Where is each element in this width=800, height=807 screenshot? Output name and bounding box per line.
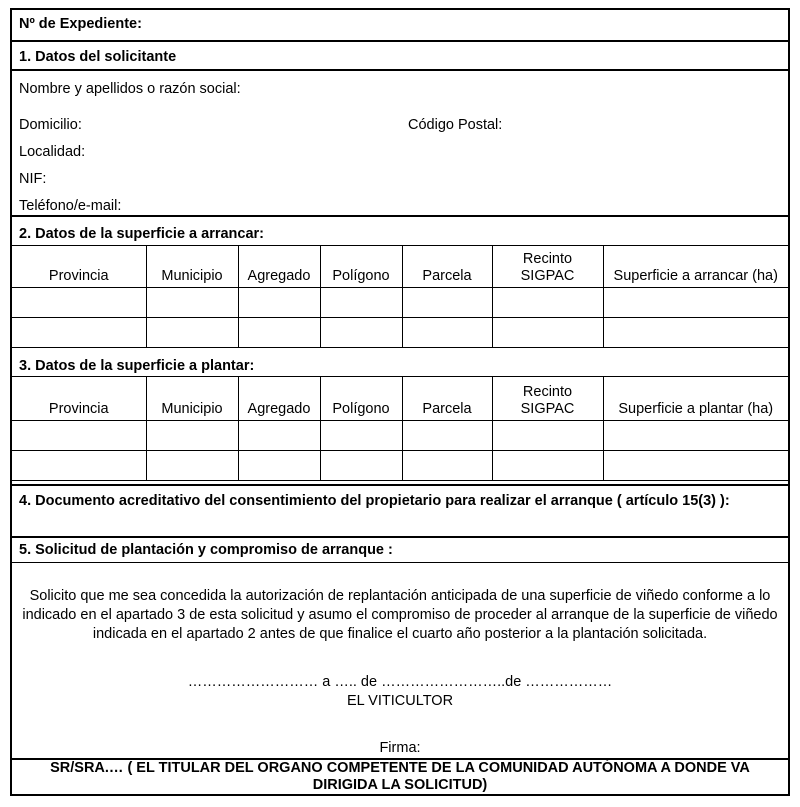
table-cell[interactable] xyxy=(492,421,603,451)
table-cell[interactable] xyxy=(492,451,603,481)
table-cell[interactable] xyxy=(238,421,320,451)
header-poligono: Polígono xyxy=(320,246,402,288)
section5-title: 5. Solicitud de plantación y compromiso de arranque : xyxy=(19,542,393,558)
table-cell[interactable] xyxy=(320,288,402,318)
header-provincia: Provincia xyxy=(12,377,146,421)
table-cell[interactable] xyxy=(402,451,492,481)
header-poligono: Polígono xyxy=(320,377,402,421)
header-recinto-sigpac: Recinto SIGPAC xyxy=(492,377,603,421)
expediente-label: Nº de Expediente: xyxy=(19,16,142,32)
table-cell[interactable] xyxy=(402,421,492,451)
header-superficie: Superficie a plantar (ha) xyxy=(603,377,788,421)
telefono-label: Teléfono/e-mail: xyxy=(19,198,122,214)
table-cell[interactable] xyxy=(603,288,788,318)
table-cell[interactable] xyxy=(146,318,238,348)
codigo-postal-label: Código Postal: xyxy=(408,117,503,133)
section1-title: 1. Datos del solicitante xyxy=(19,49,177,65)
header-recinto-sigpac: Recinto SIGPAC xyxy=(492,246,603,288)
table-cell[interactable] xyxy=(238,451,320,481)
table-cell[interactable] xyxy=(320,318,402,348)
header-parcela: Parcela xyxy=(402,377,492,421)
divider xyxy=(12,69,788,71)
table-cell[interactable] xyxy=(402,318,492,348)
signer-label: EL VITICULTOR xyxy=(346,693,454,709)
header-municipio: Municipio xyxy=(146,377,238,421)
table-cell[interactable] xyxy=(146,288,238,318)
table-cell[interactable] xyxy=(603,451,788,481)
localidad-label: Localidad: xyxy=(19,144,86,160)
table-row xyxy=(12,318,788,348)
table-row xyxy=(12,288,788,318)
header-agregado: Agregado xyxy=(238,377,320,421)
header-superficie: Superficie a arrancar (ha) xyxy=(603,246,788,288)
table-cell[interactable] xyxy=(320,451,402,481)
table-cell[interactable] xyxy=(402,288,492,318)
divider xyxy=(12,484,788,486)
section4-title: 4. Documento acreditativo del consentimiento del propietario para realizar el arranque ( artículo 15(3) ): xyxy=(19,493,730,509)
date-line: ……………………… a ….. de ……………………..de ……………… xyxy=(187,674,613,690)
firma-label: Firma: xyxy=(379,740,421,756)
domicilio-label: Domicilio: xyxy=(19,117,82,133)
table-cell[interactable] xyxy=(492,318,603,348)
table-cell[interactable] xyxy=(12,421,146,451)
table-cell[interactable] xyxy=(238,318,320,348)
table-header-row xyxy=(12,246,788,288)
divider xyxy=(12,562,788,563)
divider xyxy=(12,347,788,348)
table-cell[interactable] xyxy=(146,421,238,451)
table-cell[interactable] xyxy=(146,451,238,481)
arrancar-table xyxy=(12,245,788,348)
divider xyxy=(12,40,788,42)
table-cell[interactable] xyxy=(492,288,603,318)
header-agregado: Agregado xyxy=(238,246,320,288)
application-form xyxy=(10,8,790,796)
footer-addressee: SR/SRA.… ( EL TITULAR DEL ORGANO COMPETENTE DE LA COMUNIDAD AUTÓNOMA A DONDE VA DIRIGIDA LA SOLICITUD) xyxy=(50,760,750,793)
table-header-row xyxy=(12,377,788,421)
header-parcela: Parcela xyxy=(402,246,492,288)
table-cell[interactable] xyxy=(12,318,146,348)
table-row xyxy=(12,421,788,451)
table-cell[interactable] xyxy=(12,288,146,318)
section3-title: 3. Datos de la superficie a plantar: xyxy=(19,358,255,374)
divider xyxy=(12,215,788,217)
table-cell[interactable] xyxy=(320,421,402,451)
nombre-label: Nombre y apellidos o razón social: xyxy=(19,81,241,97)
table-cell[interactable] xyxy=(238,288,320,318)
divider xyxy=(12,536,788,538)
header-municipio: Municipio xyxy=(146,246,238,288)
table-cell[interactable] xyxy=(603,318,788,348)
plantar-table xyxy=(12,376,788,481)
solicitud-body: Solicito que me sea concedida la autorización de replantación anticipada de una superficie de viñedo conforme a lo indicado en el apartado 3 de esta solicitud y asumo el compromiso de proceder al arranque de la superficie de viñedo indicada en el apartado 2 antes de que finalice el cuarto año posterior a la plantación solicitada. xyxy=(22,588,778,642)
table-cell[interactable] xyxy=(603,421,788,451)
header-provincia: Provincia xyxy=(12,246,146,288)
table-row xyxy=(12,451,788,481)
nif-label: NIF: xyxy=(19,171,47,187)
section2-title: 2. Datos de la superficie a arrancar: xyxy=(19,226,264,242)
table-cell[interactable] xyxy=(12,451,146,481)
